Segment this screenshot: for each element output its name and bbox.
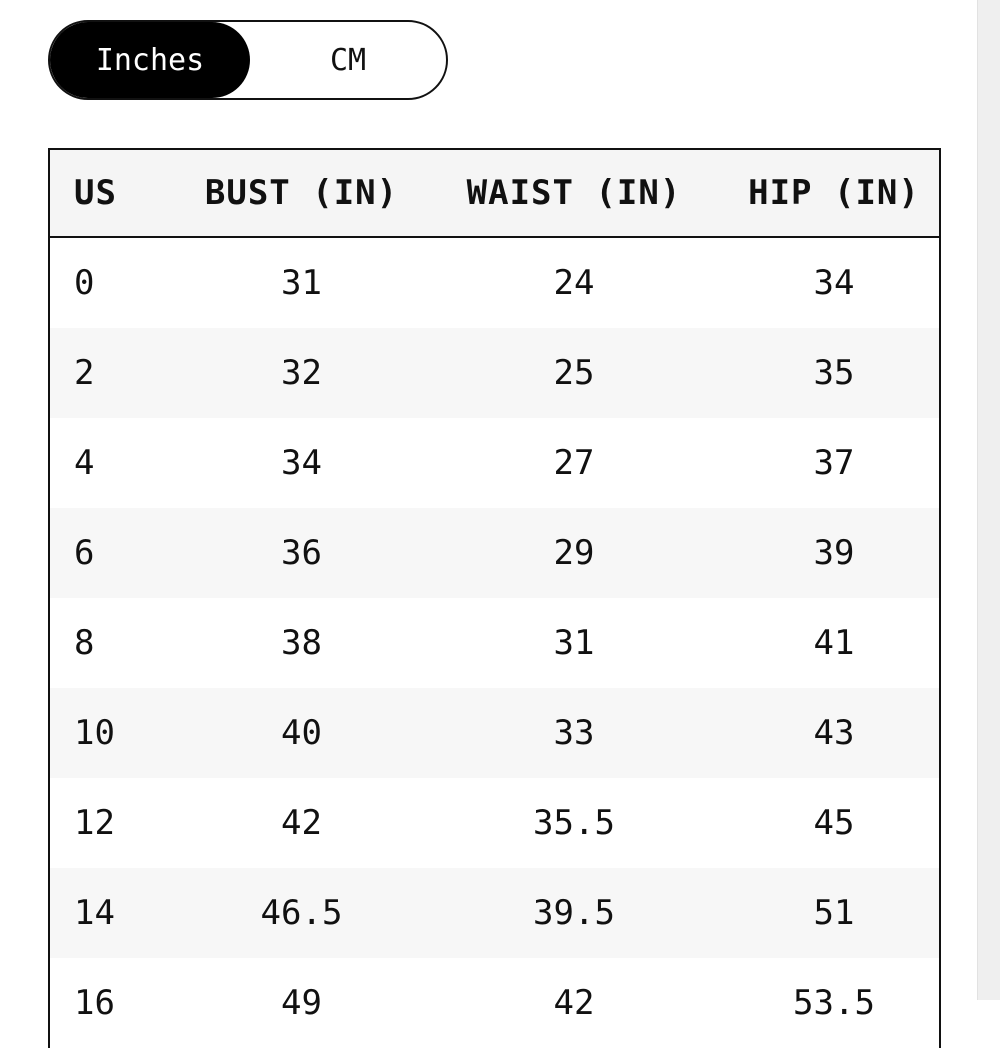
table-header-row — [50, 150, 939, 238]
table-row — [50, 688, 939, 778]
hip-cell: 37 — [813, 443, 855, 483]
us-size-cell: 8 — [74, 623, 95, 663]
waist-cell: 29 — [419, 508, 729, 598]
column-header-hip: HIP (IN) — [729, 150, 939, 238]
waist-cell: 42 — [553, 983, 595, 1023]
table-row — [50, 508, 939, 598]
bust-cell: 42 — [281, 803, 322, 843]
column-header-us: US — [50, 150, 184, 238]
table-row — [50, 418, 939, 508]
bust-cell: 40 — [184, 688, 419, 778]
table-row — [50, 958, 939, 1048]
waist-cell: 27 — [553, 443, 595, 483]
hip-cell: 51 — [729, 868, 939, 958]
hip-cell: 41 — [813, 623, 855, 663]
bust-cell: 31 — [281, 263, 322, 303]
hip-cell: 39 — [729, 508, 939, 598]
table-row — [50, 868, 939, 958]
waist-cell: 39.5 — [419, 868, 729, 958]
bust-cell: 36 — [184, 508, 419, 598]
us-size-cell: 12 — [74, 803, 115, 843]
us-size-cell: 16 — [74, 983, 115, 1023]
bust-cell: 32 — [184, 328, 419, 418]
cm-option[interactable]: CM — [329, 42, 367, 78]
table-row — [50, 238, 939, 328]
waist-cell: 25 — [419, 328, 729, 418]
column-header-bust: BUST (IN) — [184, 150, 419, 238]
hip-cell: 53.5 — [793, 983, 875, 1023]
bust-cell: 38 — [281, 623, 322, 663]
bust-cell: 46.5 — [184, 868, 419, 958]
hip-cell: 34 — [813, 263, 855, 303]
us-size-cell: 10 — [50, 688, 184, 778]
hip-cell: 45 — [813, 803, 855, 843]
size-chart-table — [48, 148, 941, 1048]
waist-cell: 35.5 — [533, 803, 615, 843]
us-size-cell: 2 — [50, 328, 184, 418]
hip-cell: 35 — [729, 328, 939, 418]
us-size-cell: 4 — [74, 443, 95, 483]
bust-cell: 49 — [281, 983, 322, 1023]
waist-cell: 24 — [553, 263, 595, 303]
us-size-cell: 6 — [50, 508, 184, 598]
page-edge — [977, 0, 1000, 1000]
table-row — [50, 598, 939, 688]
inches-option[interactable]: Inches — [50, 22, 250, 98]
waist-cell: 33 — [419, 688, 729, 778]
us-size-cell: 14 — [50, 868, 184, 958]
table-row — [50, 328, 939, 418]
waist-cell: 31 — [553, 623, 595, 663]
hip-cell: 43 — [729, 688, 939, 778]
us-size-cell: 0 — [74, 263, 95, 303]
unit-toggle[interactable] — [48, 20, 448, 100]
bust-cell: 34 — [281, 443, 322, 483]
column-header-waist: WAIST (IN) — [419, 150, 729, 238]
table-row — [50, 778, 939, 868]
